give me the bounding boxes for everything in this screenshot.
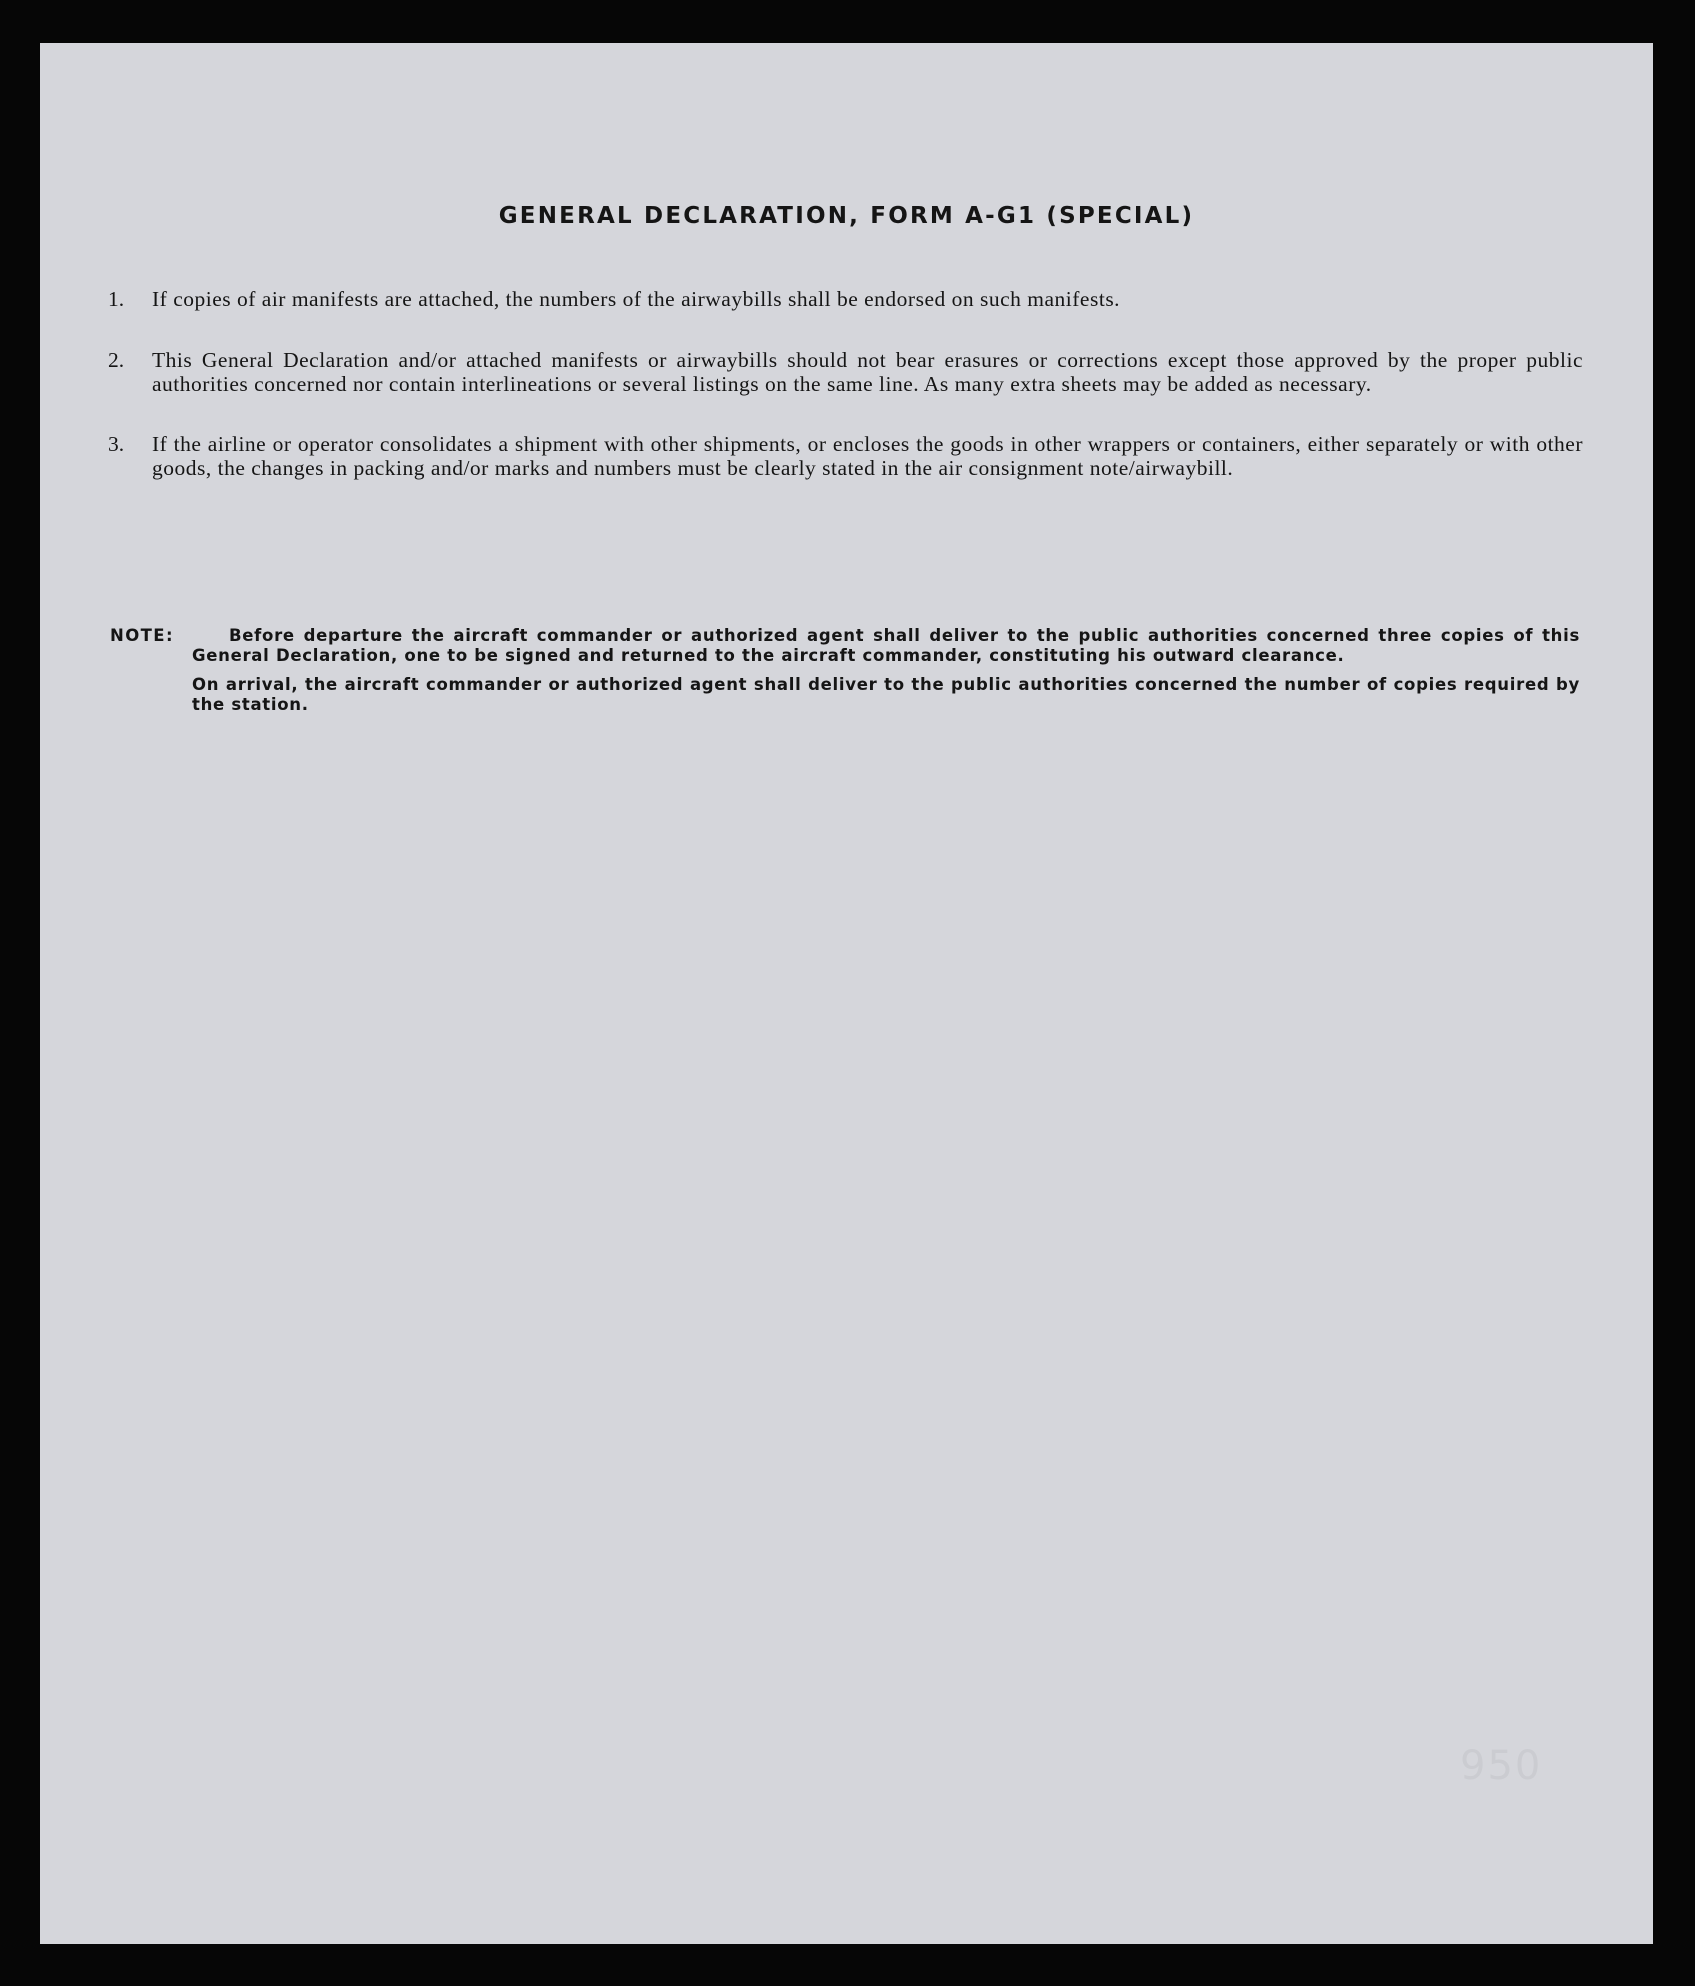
document-page <box>40 43 1653 1944</box>
instruction-item <box>108 432 1583 481</box>
item-number: 2. <box>108 347 125 372</box>
note-section <box>110 626 1580 715</box>
item-number: 3. <box>108 431 125 456</box>
item-text: If copies of air manifests are attached, the numbers of the airwaybills shall be endorsed on such manifests. <box>152 287 1121 311</box>
instruction-item <box>108 348 1583 397</box>
item-text: This General Declaration and/or attached manifests or airwaybills should not bear erasures or corrections except those approved by the proper public authorities concerned nor contain interlineations or several listings on the same line. As many extra sheets may be added as necessary. <box>152 347 1583 396</box>
item-number: 1. <box>108 287 125 311</box>
note-paragraph-arrival: On arrival, the aircraft commander or authorized agent shall deliver to the public authorities concerned the number of copies required by the station. <box>192 675 1580 714</box>
note-paragraph-departure: Before departure the aircraft commander or authorized agent shall deliver to the public authorities concerned three copies of this General Declaration, one to be signed and returned to the aircraft commander, constituting his outward clearance. <box>192 626 1580 665</box>
note-label: NOTE: <box>110 626 174 645</box>
instruction-item <box>108 287 1583 312</box>
item-text: If the airline or operator consolidates a shipment with other shipments, or encloses the goods in other wrappers or containers, either separately or with other goods, the changes in packing and/or marks and numbers must be clearly stated in the air consignment note/airwaybill. <box>152 431 1583 480</box>
page-number-stamp: 950 <box>1460 1743 1543 1789</box>
form-title: GENERAL DECLARATION, FORM A-G1 (SPECIAL) <box>498 203 1195 229</box>
instruction-list <box>108 287 1583 481</box>
